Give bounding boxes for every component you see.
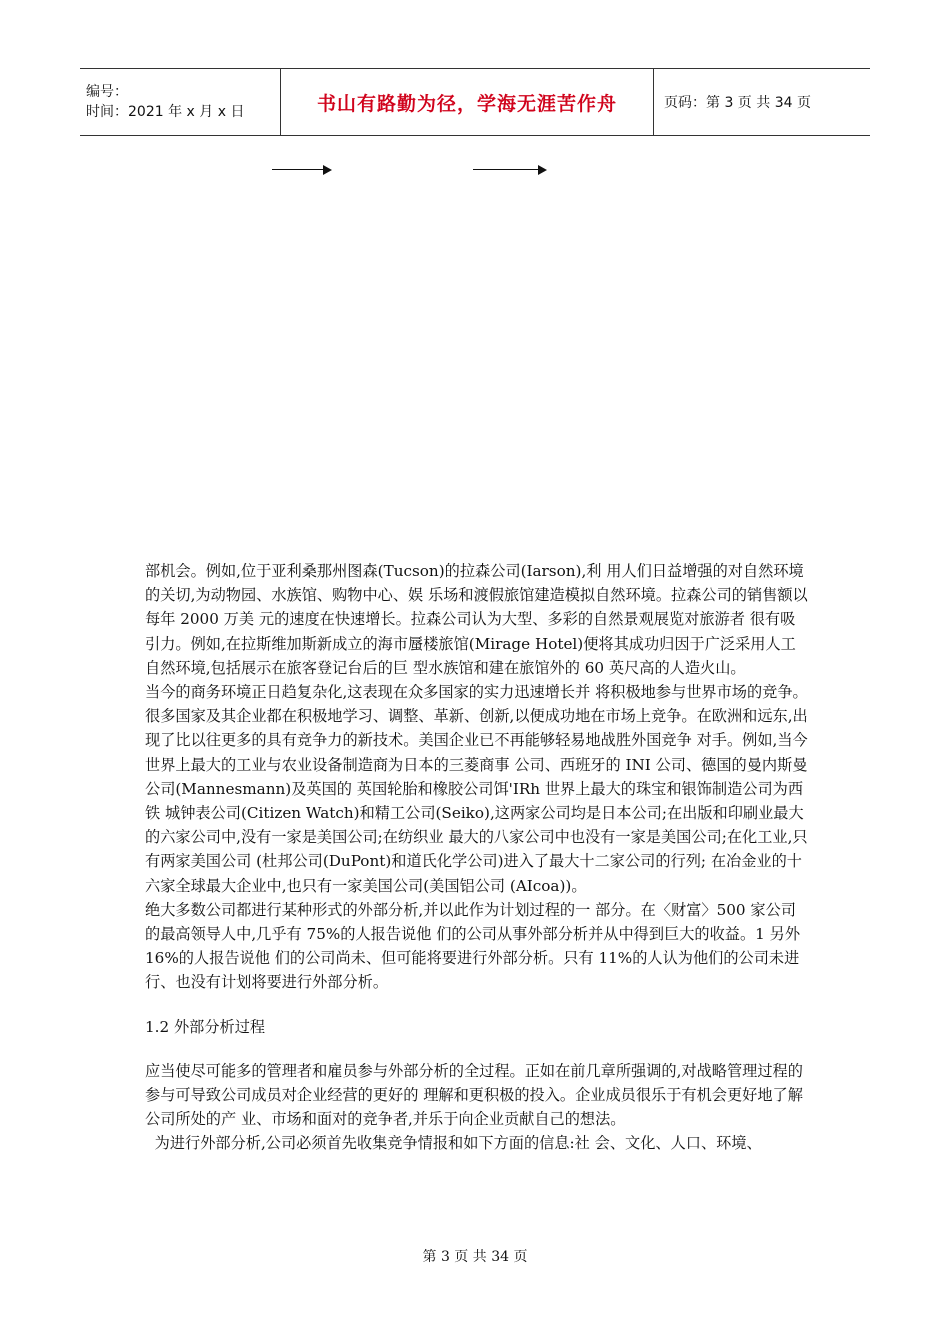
body-paragraph: 当今的商务环境正日趋复杂化,这表现在众多国家的实力迅速增长并 将积极地参与世界市场的竞争。很多国家及其企业都在积极地学习、调整、革新、创新,以便成功地在市场上竞争。在欧洲和远东,出现了比以往更多的具有竞争力的新技术。美国企业已不再能够轻易地战胜外国竞争 对手。例如,当今世界上最大的工业与农业设备制造商为日本的三菱商事 公司、西班牙的 INI 公司、德国的曼内斯曼公司(Mannesmann)及英国的 英国轮胎和橡胶公司饵'IRh 世界上最大的珠宝和银饰制造公司为西铁 城钟表公司(Citizen Watch)和精工公司(Seiko),这两家公司均是日本公司;在出版和印刷业最大的六家公司中,没有一家是美国公司;在纺织业 最大的八家公司中也没有一家是美国公司;在化工业,只有两家美国公司 (杜邦公司(DuPont)和道氏化学公司)进入了最大十二家公司的行列; 在冶金业的十六家全球最大企业中,也只有一家美国公司(美国铝公司 (AIcoa))。 [145,683,808,895]
header-motto-cell [280,69,654,135]
page-header [80,68,870,136]
body-paragraph: 部机会。例如,位于亚利桑那州图森(Tucson)的拉森公司(Iarson),利 用人们日益增强的对自然环境的关切,为动物园、水族馆、购物中心、娱 乐场和渡假旅馆建造模拟自然环境。拉森公司的销售额以每年 2000 万美 元的速度在快速增长。拉森公司认为大型、多彩的自然景观展览对旅游者 很有吸引力。例如,在拉斯维加斯新成立的海市蜃楼旅馆(Mirage Hotel)便将其成功归因于广泛采用人工自然环境,包括展示在旅客登记台后的巨 型水族馆和建在旅馆外的 60 英尺高的人造火山。 [145,562,808,677]
header-page-cell [654,69,870,135]
body-paragraph: 绝大多数公司都进行某种形式的外部分析,并以此作为计划过程的一 部分。在〈财富〉500 家公司的最高领导人中,几乎有 75%的人报告说他 们的公司从事外部分析并从中得到巨大的收益。1 另外 16%的人报告说他 们的公司尚未、但可能将要进行外部分析。只有 11%的人认为他们的公司未进行、也没有计划将要进行外部分析。 [145,900,801,992]
body-paragraph: 为进行外部分析,公司必须首先收集竞争情报和如下方面的信息:社 会、文化、人口、环境、 [145,1134,762,1153]
arrow-right-icon [272,165,332,175]
document-date-label: 时间：2021 年 x 月 x 日 [86,104,245,120]
header-motto: 书山有路勤为径，学海无涯苦作舟 [316,92,617,115]
header-meta [80,69,280,135]
arrow-right-icon [473,165,547,175]
document-body [145,559,810,1156]
document-number-label: 编号： [86,84,128,100]
section-heading: 1.2 外部分析过程 [145,1017,266,1036]
header-page-number: 页码：第 3 页 共 34 页 [664,95,811,111]
body-paragraph: 应当使尽可能多的管理者和雇员参与外部分析的全过程。正如在前几章所强调的,对战略管理过程的参与可导致公司成员对企业经营的更好的 理解和更积极的投入。企业成员很乐于有机会更好地了解公司所处的产 业、市场和面对的竞争者,并乐于向企业贡献自己的想法。 [145,1061,803,1129]
page-footer: 第 3 页 共 34 页 [422,1249,528,1265]
